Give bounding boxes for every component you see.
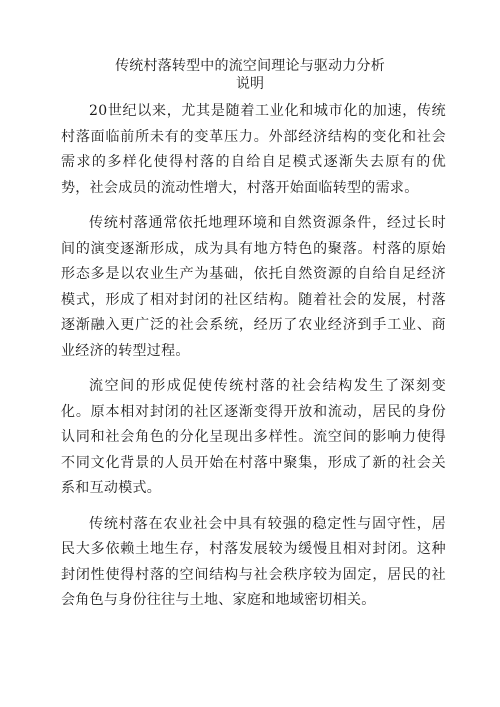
paragraph: 20世纪以来，尤其是随着工业化和城市化的加速，传统村落面临前所未有的变革压力。外部经济结构的变化和社会需求的多样化使得村落的自给自足模式逐渐失去原有的优势，社会成员的流动性增大，村落开始面临转型的需求。 [61, 103, 446, 196]
document-body [61, 99, 446, 624]
paragraph: 传统村落在农业社会中具有较强的稳定性与固守性，居民大多依赖土地生存，村落发展较为缓慢且相对封闭。这种封闭性使得村落的空间结构与社会秩序较为固定，居民的社会角色与身份往往与土地、家庭和地域密切相关。 [61, 515, 446, 608]
paragraph: 流空间的形成促使传统村落的社会结构发生了深刻变化。原本相对封闭的社区逐渐变得开放和流动，居民的身份认同和社会角色的分化呈现出多样性。流空间的影响力使得不同文化背景的人员开始在村落中聚集，形成了新的社会关系和互动模式。 [61, 378, 446, 496]
document-subtitle: 说明 [236, 76, 264, 92]
document-title: 传统村落转型中的流空间理论与驱动力分析 [115, 58, 385, 74]
paragraph: 传统村落通常依托地理环境和自然资源条件，经过长时间的演变逐渐形成，成为具有地方特色的聚落。村落的原始形态多是以农业生产为基础，依托自然资源的自给自足经济模式，形成了相对封闭的社区结构。随着社会的发展，村落逐渐融入更广泛的社会系统，经历了农业经济到手工业、商业经济的转型过程。 [61, 215, 446, 359]
